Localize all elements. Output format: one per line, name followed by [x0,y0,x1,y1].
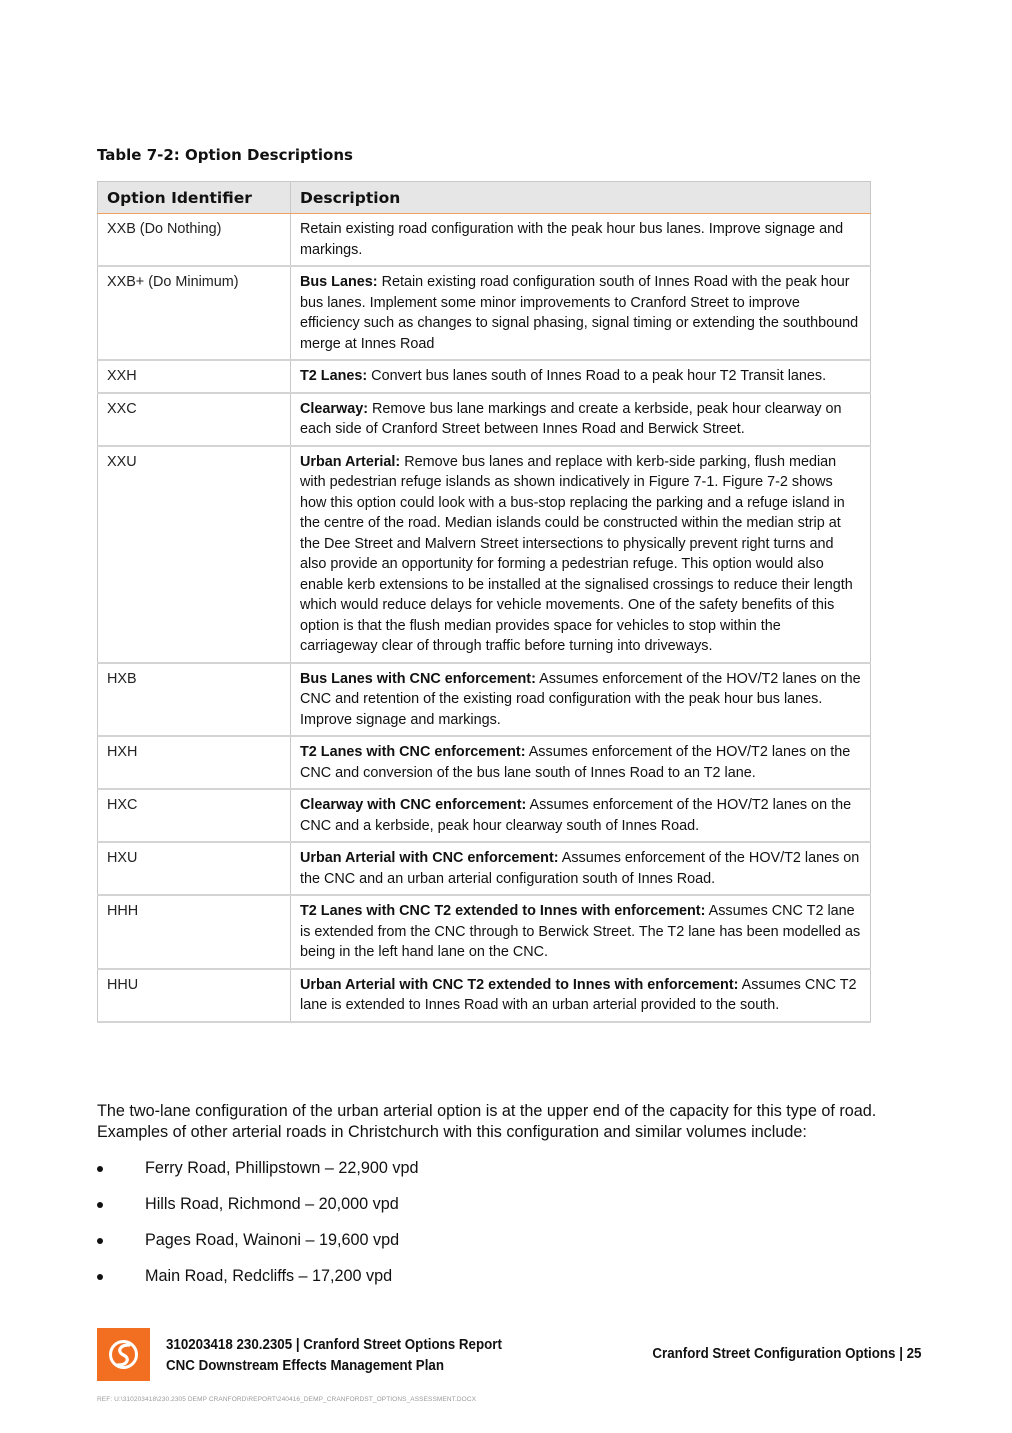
list-item [97,1194,419,1230]
table-header-row [98,182,871,214]
description-label: Bus Lanes: [300,274,378,290]
description-text: Assumes enforcement of the HOV/T2 lanes on the CNC and an urban arterial configuration south of Innes Road. [300,850,860,887]
table-row [98,969,871,1022]
description-label: Urban Arterial with CNC T2 extended to Innes with enforcement: [300,976,739,993]
table-row [98,360,871,393]
option-description [291,214,871,267]
table-row [98,842,871,895]
bullet-icon [97,1202,103,1208]
footer-report-info [166,1335,502,1377]
option-identifier: HHH [98,895,291,969]
table-caption: Table 7-2: Option Descriptions [97,146,353,164]
list-item-text: Pages Road, Wainoni – 19,600 vpd [145,1231,400,1249]
option-description [291,895,871,969]
option-description [291,842,871,895]
description-text: Retain existing road configuration south of Innes Road with the peak hour bus lanes. Implement some minor improvements to Cranford Street to improve efficiency such as changes to signal phasing, signal timing or extending the southbound merge at Innes Road [300,274,859,352]
option-description [291,736,871,789]
table-row [98,736,871,789]
option-identifier: HXU [98,842,291,895]
description-text: Assumes enforcement of the HOV/T2 lanes on the CNC and a kerbside, peak hour clearway south of Innes Road. [300,797,852,834]
option-descriptions-table [97,181,871,1023]
option-identifier: XXC [98,393,291,446]
footer-section [652,1346,921,1362]
list-item-text: Main Road, Redcliffs – 17,200 vpd [145,1267,393,1285]
stantec-logo-icon [97,1328,150,1381]
bullet-icon [97,1274,103,1280]
option-identifier: HXH [98,736,291,789]
option-description [291,789,871,842]
description-text: Remove bus lane markings and create a kerbside, peak hour clearway on each side of Cranford Street between Innes Road and Berwick Street. [300,400,842,437]
option-description [291,393,871,446]
body-paragraph: The two-lane configuration of the urban arterial option is at the upper end of the capacity for this type of road. Examples of other arterial roads in Christchurch with this configuration and similar volumes include: [97,1102,877,1141]
table-row [98,214,871,267]
description-label: Bus Lanes with CNC enforcement: [300,670,536,687]
column-header-option-identifier: Option Identifier [98,182,291,214]
description-label: Urban Arterial: [300,453,401,470]
option-description [291,969,871,1022]
description-text: Convert bus lanes south of Innes Road to a peak hour T2 Transit lanes. [367,368,827,384]
option-description [291,663,871,737]
description-label: Urban Arterial with CNC enforcement: [300,850,559,866]
table-row [98,266,871,360]
description-text: Retain existing road configuration with the peak hour bus lanes. Improve signage and markings. [300,221,844,258]
option-identifier: HXC [98,789,291,842]
document-reference: REF: U:\310203418\230.2305 DEMP CRANFORD\REPORT\240416_DEMP_CRANFORDST_OPTIONS_ASSESSMENT.DOCX [97,1396,477,1403]
bullet-icon [97,1238,103,1244]
option-description [291,266,871,360]
table-row [98,789,871,842]
description-label: T2 Lanes with CNC enforcement: [300,744,526,760]
option-identifier: HXB [98,663,291,737]
table-row [98,446,871,663]
list-item [97,1230,419,1266]
list-item-text: Hills Road, Richmond – 20,000 vpd [145,1195,399,1213]
description-text: Assumes CNC T2 lane is extended to Innes Road with an urban arterial provided to the south. [300,976,857,1013]
option-description [291,360,871,393]
option-identifier: HHU [98,969,291,1022]
description-text: Remove bus lanes and replace with kerb-side parking, flush median with pedestrian refuge islands as shown indicatively in Figure 7-1. Figure 7-2 shows how this option could look with a bus-stop replacing the parking and a refuge island in the centre of the road. Median islands could be constructed within the median strip at the Dee Street and Malvern Street intersections to physically prevent right turns and also provide an opportunity for forming a pedestrian refuge. This option would also enable kerb extensions to be installed at the signalised crossings to reduce their length which would reduce delays for vehicle movements. One of the safety benefits of this option is that the flush median provides space for vehicles to stop within the carriageway clear of through traffic before turning into driveways. [300,453,853,654]
description-label: Clearway with CNC enforcement: [300,797,527,813]
table-row [98,895,871,969]
description-text: Assumes enforcement of the HOV/T2 lanes on the CNC and conversion of the bus lane south of Innes Road to an T2 lane. [300,744,851,781]
description-label: Clearway: [300,400,368,417]
option-description [291,446,871,663]
list-item [97,1266,419,1302]
description-text: Assumes enforcement of the HOV/T2 lanes on the CNC and retention of the existing road configuration with the peak hour bus lanes. Improve signage and markings. [300,670,861,728]
list-item [97,1158,419,1194]
description-text: Assumes CNC T2 lane is extended from the CNC through to Berwick Street. The T2 lane has been modelled as being in the left hand lane on the CNC. [300,903,861,960]
footer-divider: | [898,1346,907,1362]
footer-plan-name: CNC Downstream Effects Management Plan [166,1358,444,1374]
option-identifier: XXB+ (Do Minimum) [98,266,291,360]
description-label: T2 Lanes with CNC T2 extended to Innes with enforcement: [300,903,706,919]
list-item-text: Ferry Road, Phillipstown – 22,900 vpd [145,1159,419,1177]
option-identifier: XXB (Do Nothing) [98,214,291,267]
bullet-icon [97,1166,103,1172]
arterial-roads-list [97,1158,419,1302]
table-row [98,393,871,446]
description-label: T2 Lanes: [300,368,368,384]
page-number: 25 [906,1346,921,1362]
option-identifier: XXH [98,360,291,393]
footer-report-title: 310203418 230.2305 | Cranford Street Options Report [166,1337,502,1353]
footer-section-title: Cranford Street Configuration Options [651,1346,895,1362]
table-row [98,663,871,737]
option-identifier: XXU [98,446,291,663]
column-header-description: Description [291,182,871,214]
